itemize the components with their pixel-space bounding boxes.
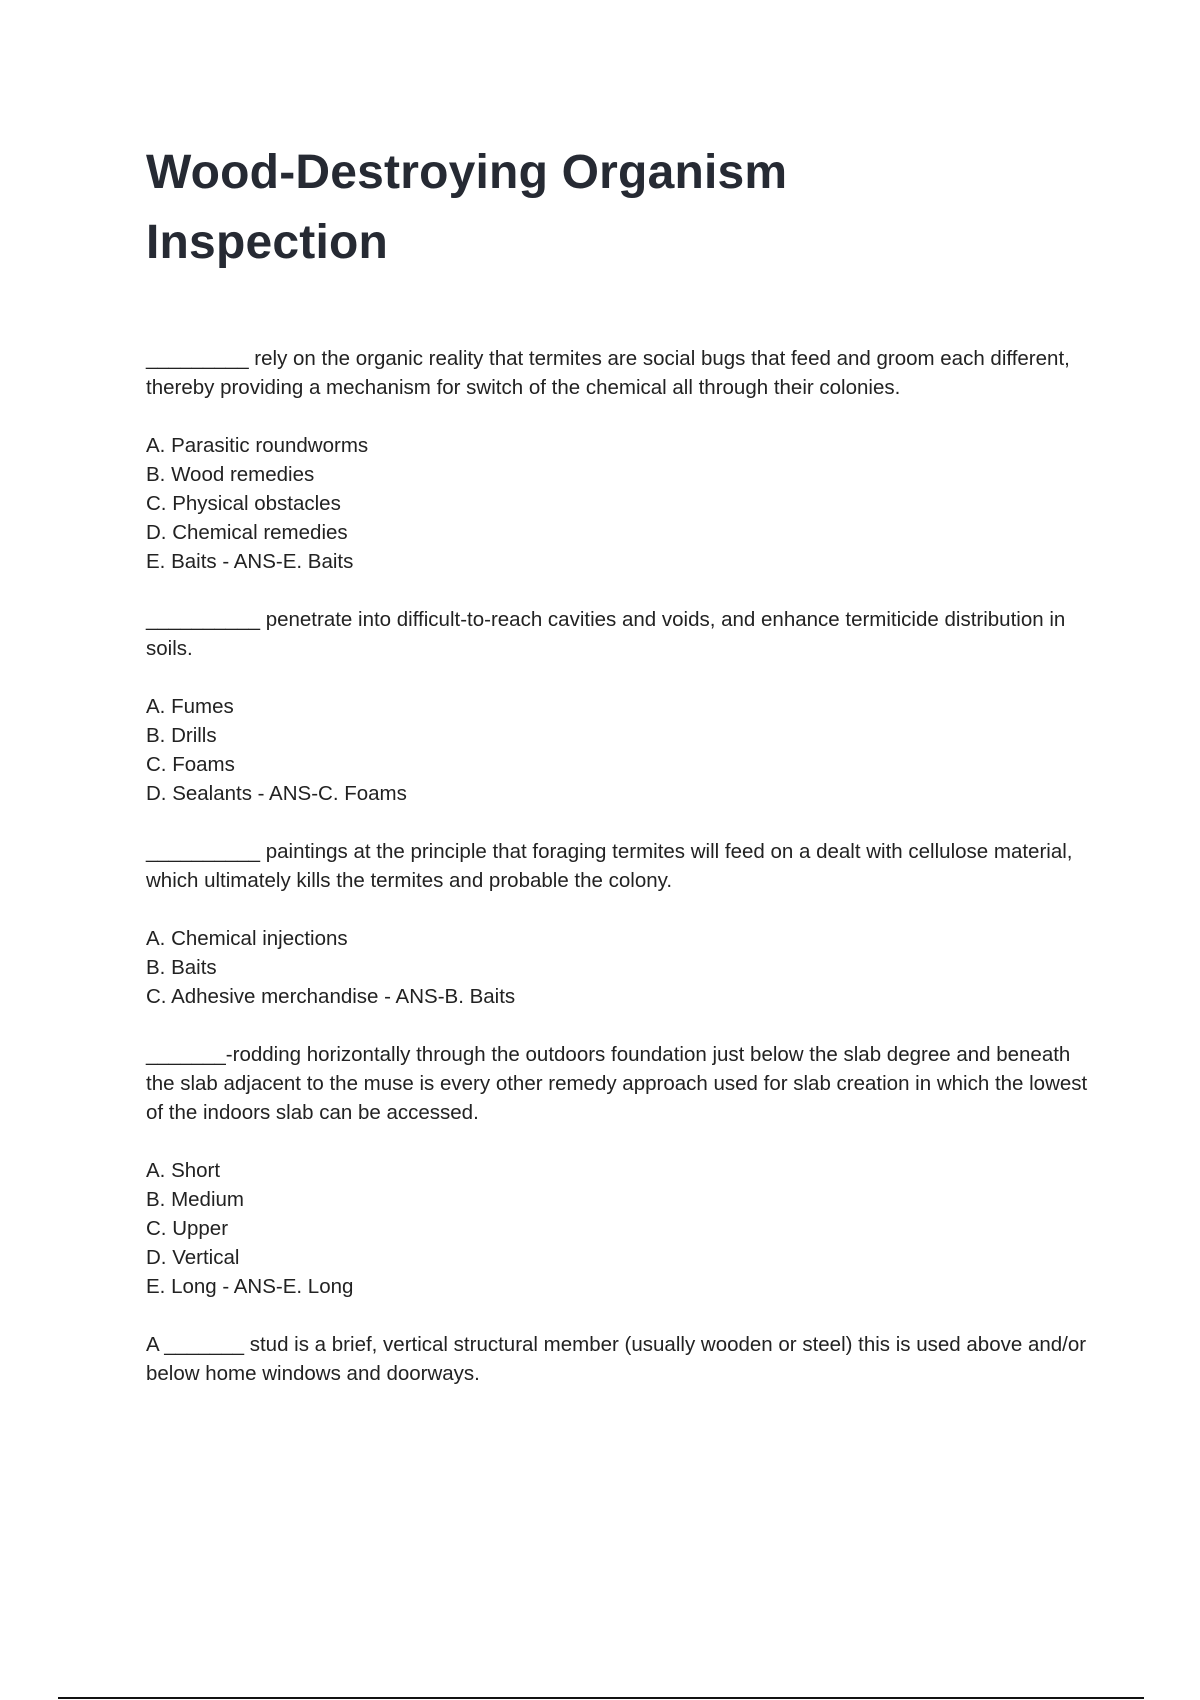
page-title — [146, 138, 1096, 278]
answer-option: A. Chemical injections — [146, 927, 348, 950]
page-title-line-2: Inspection — [146, 216, 389, 269]
question-block — [146, 1040, 1096, 1301]
answer-option: A. Parasitic roundworms — [146, 434, 369, 457]
answer-option: A. Short — [146, 1159, 221, 1182]
answer-option: E. Baits - ANS-E. Baits — [146, 550, 354, 573]
document-page — [146, 138, 1096, 1417]
question-block — [146, 837, 1096, 1011]
question-text: _________ rely on the organic reality that termites are social bugs that feed and groom each different, thereby providing a mechanism for switch of the chemical all through their colonies. — [146, 347, 1070, 399]
answer-option: B. Medium — [146, 1188, 244, 1211]
answer-option: C. Foams — [146, 753, 235, 776]
page-title-line-1: Wood-Destroying Organism — [146, 146, 788, 199]
answer-option: C. Adhesive merchandise - ANS-B. Baits — [146, 985, 516, 1008]
question-text: __________ penetrate into difficult-to-reach cavities and voids, and enhance termiticide distribution in soils. — [146, 608, 1066, 660]
answer-options — [146, 1156, 1096, 1301]
answer-option: B. Drills — [146, 724, 217, 747]
page-bottom-divider — [58, 1697, 1144, 1699]
answer-option: D. Vertical — [146, 1246, 240, 1269]
question-block — [146, 605, 1096, 808]
question-block — [146, 344, 1096, 576]
question-list — [146, 344, 1096, 1388]
answer-options — [146, 924, 1096, 1011]
answer-option: C. Upper — [146, 1217, 229, 1240]
question-text: __________ paintings at the principle that foraging termites will feed on a dealt with cellulose material, which ultimately kills the termites and probable the colony. — [146, 840, 1073, 892]
question-block — [146, 1330, 1096, 1388]
answer-options — [146, 431, 1096, 576]
question-text: A _______ stud is a brief, vertical structural member (usually wooden or steel) this is used above and/or below home windows and doorways. — [146, 1333, 1087, 1385]
question-text: _______-rodding horizontally through the outdoors foundation just below the slab degree and beneath the slab adjacent to the muse is every other remedy approach used for slab creation in which the lowest of the indoors slab can be accessed. — [146, 1043, 1088, 1124]
answer-option: B. Wood remedies — [146, 463, 315, 486]
answer-option: C. Physical obstacles — [146, 492, 341, 515]
answer-option: D. Sealants - ANS-C. Foams — [146, 782, 407, 805]
answer-options — [146, 692, 1096, 808]
answer-option: E. Long - ANS-E. Long — [146, 1275, 354, 1298]
answer-option: D. Chemical remedies — [146, 521, 348, 544]
answer-option: A. Fumes — [146, 695, 234, 718]
answer-option: B. Baits — [146, 956, 217, 979]
